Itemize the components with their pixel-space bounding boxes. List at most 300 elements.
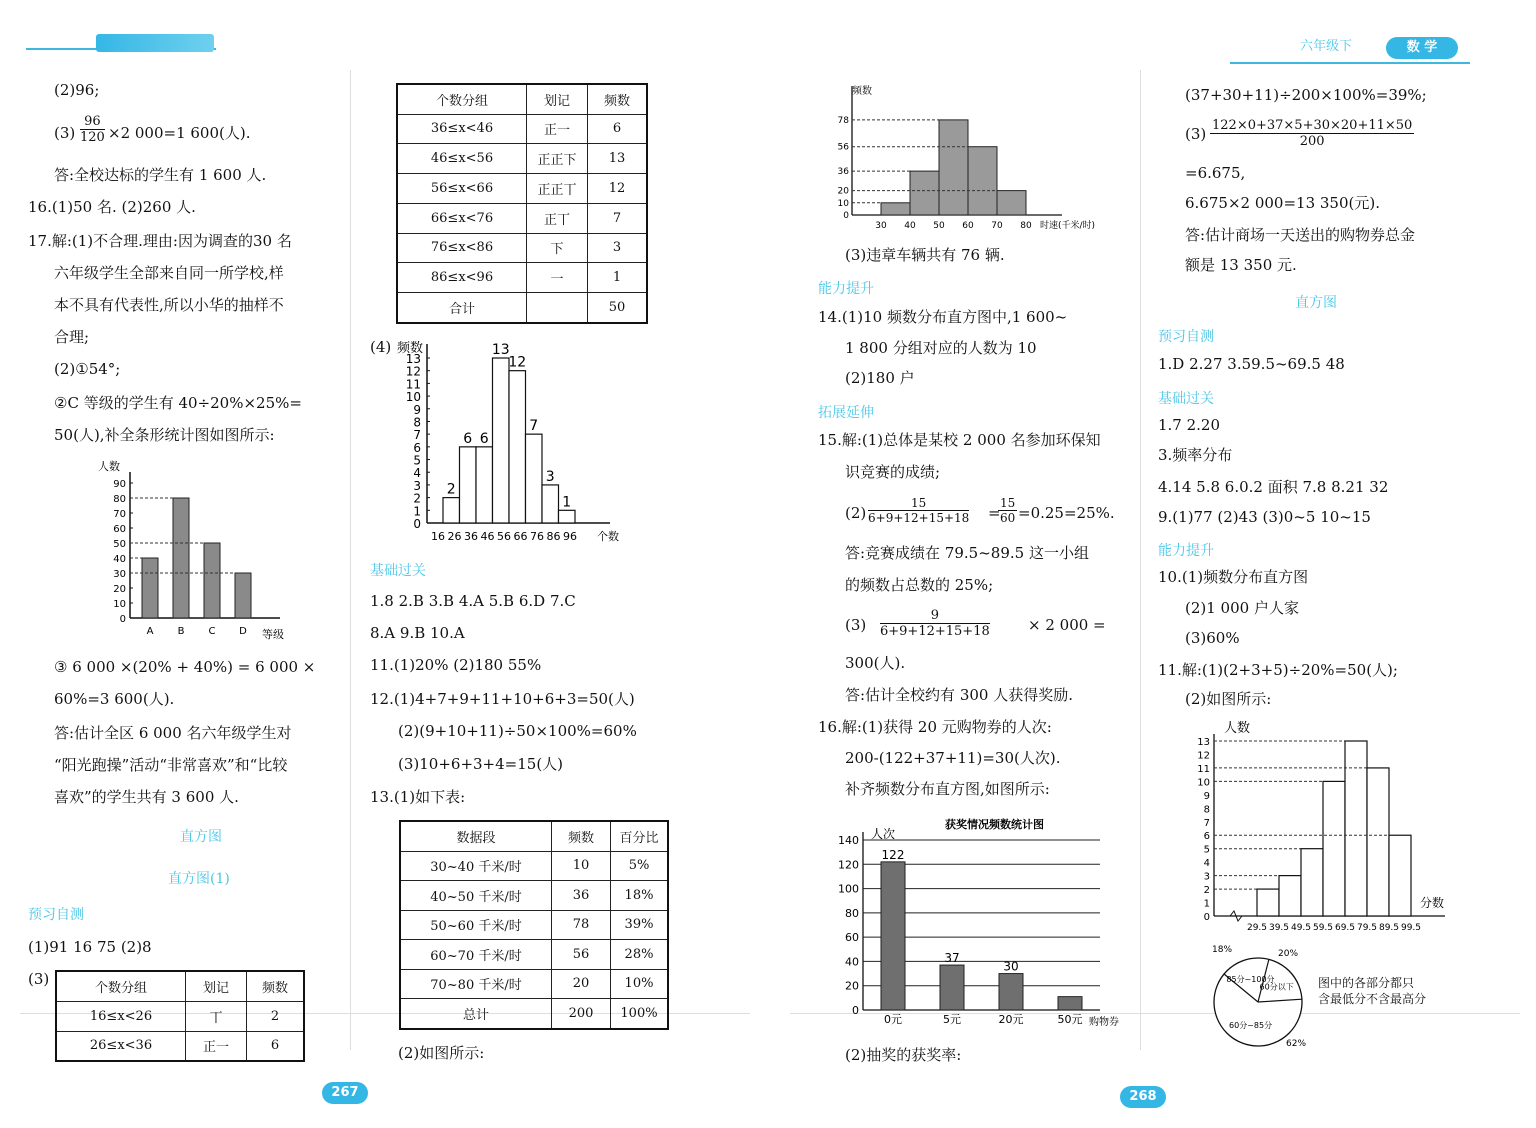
- c1-line: ③ 6 000 ×(20% + 40%) = 6 000 ×: [54, 658, 316, 676]
- y-tick-label: 7: [413, 428, 421, 443]
- c4-line: (2)如图所示:: [1185, 690, 1272, 708]
- x-tick-label: 50元: [1057, 1013, 1083, 1026]
- bar: [1323, 781, 1345, 916]
- c4-line: (3)60%: [1185, 629, 1240, 647]
- y-axis-label: 人次: [871, 827, 896, 841]
- c2-line: (2)(9+10+11)÷50×100%=60%: [398, 722, 637, 740]
- c2-line: 1.8 2.B 3.B 4.A 5.B 6.D 7.C: [370, 592, 576, 610]
- column-divider-2: [1140, 70, 1141, 1050]
- x-tick-label: 20元: [998, 1013, 1024, 1026]
- y-tick-label: 4: [1203, 858, 1210, 870]
- table-header: 频数: [552, 821, 611, 851]
- y-tick-label: 1: [1203, 898, 1210, 910]
- x-tick-label: 39.5: [1268, 923, 1290, 933]
- y-tick-label: 60: [845, 931, 859, 945]
- section-heading: 预习自测: [1158, 329, 1214, 345]
- x-axis-label: 时速(千米/时): [1040, 221, 1096, 231]
- table-cell: 60~70 千米/时: [400, 940, 552, 970]
- x-tick-label: 76: [530, 530, 544, 543]
- bar: [1367, 768, 1389, 916]
- y-tick-label: 2: [413, 491, 421, 506]
- y-tick-label: 4: [413, 466, 421, 481]
- y-tick-label: 78: [837, 115, 849, 126]
- bar: [235, 573, 251, 618]
- denominator: 200: [1299, 134, 1325, 149]
- c3-fraction: [880, 608, 990, 639]
- numerator: 96: [80, 114, 105, 130]
- x-tick-label: 46: [480, 530, 495, 543]
- x-tick-label: 56: [497, 530, 511, 543]
- pie-note: 含最低分不含最高分: [1318, 992, 1427, 1006]
- c4-line: (37+30+11)÷200×100%=39%;: [1185, 86, 1427, 104]
- bar: [509, 371, 526, 523]
- x-tick-label: 80: [1020, 221, 1032, 231]
- x-tick-label: 36: [464, 530, 478, 543]
- x-tick-label: D: [239, 626, 247, 637]
- table-cell: 7: [588, 203, 648, 233]
- y-tick-label: 0: [119, 614, 126, 625]
- x-tick-label: 49.5: [1290, 923, 1312, 933]
- column-divider-1: [350, 70, 351, 1050]
- section-heading: 能力提升: [1158, 543, 1214, 559]
- denominator: 60: [1000, 511, 1016, 525]
- x-tick-label: 70: [991, 221, 1003, 231]
- c3-line: 补齐频数分布直方图,如图所示:: [845, 780, 1050, 798]
- y-tick-label: 5: [1203, 844, 1210, 856]
- y-tick-label: 5: [413, 453, 421, 468]
- c1-line: 16.(1)50 名. (2)260 人.: [28, 198, 196, 216]
- table-cell: 10: [552, 851, 611, 881]
- c4-line: 答:估计商场一天送出的购物券总金: [1185, 226, 1416, 244]
- c3-line: 14.(1)10 频数分布直方图中,1 600~: [818, 308, 1068, 326]
- y-tick-label: 2: [1203, 885, 1210, 897]
- x-tick-label: 86: [546, 530, 561, 543]
- pie-chart-scores: [1200, 942, 1320, 1052]
- y-tick-label: 60: [113, 524, 126, 535]
- bar: [443, 498, 460, 523]
- pie-slice-text: 60分以下: [1259, 982, 1294, 992]
- bar: [142, 558, 158, 618]
- c1-line: 17.解:(1)不合理.理由:因为调查的30 名: [28, 232, 292, 250]
- c1-line: 答:全校达标的学生有 1 600 人.: [54, 166, 267, 184]
- bar: [173, 498, 189, 618]
- bar: [559, 510, 576, 523]
- x-tick-label: 0元: [884, 1013, 902, 1026]
- table-cell: 合计: [397, 293, 527, 324]
- y-tick-label: 120: [838, 858, 859, 872]
- histogram-speed: [830, 78, 1130, 238]
- c2-line: 11.(1)20% (2)180 55%: [370, 656, 542, 674]
- table-cell: 正正下: [527, 144, 588, 174]
- header-grade: 六年级下: [1300, 39, 1353, 54]
- x-axis-label: 分数: [1420, 896, 1445, 910]
- c3-line: (3)违章车辆共有 76 辆.: [845, 246, 1005, 264]
- c4-line: 10.(1)频数分布直方图: [1158, 568, 1309, 586]
- c4-fraction: [1210, 118, 1414, 149]
- c1-line: 六年级学生全部来自同一所学校,样: [54, 264, 284, 282]
- c1-line: 50(人),补全条形统计图如图所示:: [54, 426, 275, 444]
- data-label: 7: [529, 418, 539, 435]
- pie-note: 图中的各部分都只: [1318, 976, 1415, 990]
- y-tick-label: 40: [113, 554, 126, 565]
- x-tick-label: A: [146, 626, 154, 637]
- x-tick-label: 99.5: [1400, 923, 1422, 933]
- y-tick-label: 36: [837, 167, 849, 178]
- x-tick-label: 26: [447, 530, 462, 543]
- section-title: 直方图: [180, 829, 222, 845]
- table-cell: 78: [552, 910, 611, 940]
- bar-chart-grades: [90, 452, 300, 644]
- data-label: 2: [446, 481, 456, 498]
- y-tick-label: 90: [113, 479, 126, 490]
- y-tick-label: 11: [1197, 763, 1210, 775]
- bar: [940, 965, 964, 1010]
- y-tick-label: 7: [1203, 817, 1210, 829]
- table-cell: [527, 293, 588, 324]
- table-cell: 一: [527, 263, 588, 293]
- bar: [1301, 849, 1323, 916]
- table-cell: 56: [552, 940, 611, 970]
- c1-line: ②C 等级的学生有 40÷20%×25%=: [54, 394, 302, 412]
- y-tick-label: 40: [845, 955, 859, 969]
- c1-line: 喜欢”的学生共有 3 600 人.: [54, 788, 239, 806]
- y-tick-label: 0: [413, 517, 421, 531]
- numerator: 122×0+37×5+30×20+11×50: [1212, 118, 1413, 133]
- y-tick-label: 80: [113, 494, 126, 505]
- pie-percent-label: 62%: [1286, 1039, 1307, 1049]
- c4-line: =6.675,: [1185, 164, 1246, 182]
- c4-line: (3): [1185, 125, 1207, 143]
- y-tick-label: 9: [1203, 790, 1210, 802]
- c3-line: 200-(122+37+11)=30(人次).: [845, 749, 1061, 767]
- c2-line: 12.(1)4+7+9+11+10+6+3=50(人): [370, 690, 635, 708]
- header-subject-badge: 数 学: [1386, 37, 1458, 59]
- table-cell: 正一: [527, 114, 588, 144]
- y-tick-label: 3: [1203, 871, 1210, 883]
- c3-fraction: [868, 496, 969, 525]
- c4-line: (2)1 000 户人家: [1185, 599, 1299, 617]
- x-tick-label: C: [208, 626, 216, 637]
- table-cell: 76≤x<86: [397, 233, 527, 263]
- y-tick-label: 30: [113, 569, 126, 580]
- x-tick-label: 30: [875, 221, 887, 231]
- table-cell: 5%: [611, 851, 669, 881]
- bar: [881, 203, 910, 215]
- c4-line: 9.(1)77 (2)43 (3)0~5 10~15: [1158, 508, 1371, 526]
- y-tick-label: 11: [405, 377, 421, 392]
- histogram-counts: [385, 336, 635, 546]
- table-cell: 10%: [611, 969, 669, 999]
- table-count-groups: [396, 83, 648, 324]
- table-cell: 6: [247, 1031, 305, 1061]
- c3-line: × 2 000 =: [1028, 616, 1106, 634]
- table-cell: 86≤x<96: [397, 263, 527, 293]
- table-cell: 30~40 千米/时: [400, 851, 552, 881]
- table-cell: 18%: [611, 881, 669, 911]
- y-tick-label: 3: [413, 478, 421, 493]
- data-label: 13: [491, 342, 510, 358]
- table-cell: 2: [247, 1001, 305, 1031]
- x-tick-label: 5元: [943, 1013, 961, 1026]
- data-label: 3: [545, 468, 555, 485]
- y-tick-label: 10: [405, 390, 421, 405]
- table-header: 数据段: [400, 821, 552, 851]
- c3-fraction: [998, 496, 1017, 525]
- c3-line: =0.25=25%.: [1018, 504, 1115, 522]
- c4-line: 4.14 5.8 6.0.2 面积 7.8 8.21 32: [1158, 478, 1389, 496]
- table-cell: 6: [588, 114, 648, 144]
- table-header: 划记: [527, 84, 588, 114]
- c4-line: 11.解:(1)(2+3+5)÷20%=50(人);: [1158, 661, 1398, 679]
- table-cell: 丅: [186, 1001, 247, 1031]
- table-cell: 70~80 千米/时: [400, 969, 552, 999]
- c2-line: (3)10+6+3+4=15(人): [398, 755, 564, 773]
- y-tick-label: 10: [1197, 777, 1210, 789]
- y-tick-label: 13: [405, 352, 421, 366]
- table-cell: 正丅: [527, 203, 588, 233]
- table-cell: 下: [527, 233, 588, 263]
- histogram-scores: [1180, 716, 1455, 938]
- data-label: 6: [463, 430, 473, 447]
- x-tick-label: 59.5: [1312, 923, 1334, 933]
- section-heading: 基础过关: [1158, 391, 1214, 407]
- bar: [999, 974, 1023, 1010]
- table-cell: 50: [588, 293, 648, 324]
- c1-line: 合理;: [54, 328, 90, 346]
- section-title: 直方图(1): [168, 871, 230, 887]
- c4-line: 3.频率分布: [1158, 446, 1233, 464]
- c1-line: 60%=3 600(人).: [54, 690, 175, 708]
- x-tick-label: 29.5: [1246, 923, 1268, 933]
- y-tick-label: 56: [837, 142, 849, 153]
- bar: [881, 862, 905, 1010]
- pie-percent-label: 18%: [1212, 945, 1233, 955]
- denominator: 120: [80, 130, 105, 145]
- x-tick-label: 16: [431, 530, 445, 543]
- c2-line: (4): [370, 338, 392, 356]
- y-tick-label: 8: [413, 415, 421, 430]
- c3-line: 答:估计全校约有 300 人获得奖励.: [845, 686, 1073, 704]
- bar: [939, 120, 968, 215]
- table-cell: 66≤x<76: [397, 203, 527, 233]
- c4-line: 1.D 2.27 3.59.5~69.5 48: [1158, 355, 1345, 373]
- c3-line: (2): [845, 504, 867, 522]
- table-cell: 36: [552, 881, 611, 911]
- c2-line: 13.(1)如下表:: [370, 788, 466, 806]
- bar: [1058, 997, 1082, 1010]
- c1-line: “阳光跑操”活动“非常喜欢”和“比较: [54, 756, 288, 774]
- table-cell: 100%: [611, 999, 669, 1029]
- denominator: 6+9+12+15+18: [880, 624, 990, 639]
- c3-line: 16.解:(1)获得 20 元购物券的人次:: [818, 718, 1052, 736]
- data-label: 37: [944, 951, 960, 966]
- c2-line: (2)如图所示:: [398, 1044, 485, 1062]
- c1-line: (2)①54°;: [54, 360, 121, 378]
- data-label: 122: [881, 847, 905, 862]
- x-tick-label: 40: [904, 221, 916, 231]
- c1-line: (3): [28, 970, 50, 988]
- y-tick-label: 10: [113, 599, 126, 610]
- c3-line: 15.解:(1)总体是某校 2 000 名参加环保知: [818, 431, 1101, 449]
- table-cell: 13: [588, 144, 648, 174]
- bar: [542, 485, 559, 523]
- c3-line: 识竞赛的成绩;: [845, 463, 941, 481]
- numerator: 15: [1000, 496, 1016, 510]
- section-heading: 拓展延伸: [818, 405, 874, 421]
- header-rule-right: [1230, 62, 1470, 64]
- bar: [1389, 835, 1411, 916]
- c1-line: (1)91 16 75 (2)8: [28, 938, 152, 956]
- x-tick-label: 69.5: [1334, 923, 1356, 933]
- x-tick-label: 60: [962, 221, 974, 231]
- bar: [1279, 876, 1301, 916]
- c1-line: 本不具有代表性,所以小华的抽样不: [54, 296, 284, 314]
- table-cell: 12: [588, 174, 648, 204]
- c3-line: (3): [845, 616, 867, 634]
- bar: [204, 543, 220, 618]
- y-tick-label: 100: [838, 882, 859, 896]
- x-axis-label: 购物券: [1089, 1017, 1119, 1028]
- y-axis-label: 人数: [1224, 721, 1251, 736]
- table-cell: 16≤x<26: [56, 1001, 186, 1031]
- table-speed-distribution: [399, 820, 669, 1030]
- table-header: 个数分组: [56, 971, 186, 1001]
- table-cell: 20: [552, 969, 611, 999]
- bar: [910, 171, 939, 215]
- y-tick-label: 8: [1203, 804, 1210, 816]
- page-number-right: 268: [1120, 1086, 1166, 1108]
- table-cell: 56≤x<66: [397, 174, 527, 204]
- y-tick-label: 0: [852, 1004, 859, 1017]
- section-heading: 预习自测: [28, 907, 84, 923]
- y-tick-label: 0: [843, 211, 849, 221]
- c3-line: 的频数占总数的 25%;: [845, 576, 994, 594]
- table-cell: 50~60 千米/时: [400, 910, 552, 940]
- table-cell: 3: [588, 233, 648, 263]
- c3-line: 300(人).: [845, 654, 906, 672]
- y-tick-label: 6: [413, 440, 421, 455]
- x-tick-label: 79.5: [1356, 923, 1378, 933]
- c4-line: 6.675×2 000=13 350(元).: [1185, 194, 1380, 212]
- data-label: 6: [479, 430, 489, 447]
- y-tick-label: 12: [405, 364, 421, 379]
- pie-percent-label: 20%: [1278, 949, 1299, 959]
- y-tick-label: 1: [413, 504, 421, 519]
- c2-line: 8.A 9.B 10.A: [370, 624, 465, 642]
- table-cell: 200: [552, 999, 611, 1029]
- table-cell: 40~50 千米/时: [400, 881, 552, 911]
- y-tick-label: 0: [1203, 912, 1210, 923]
- bar: [968, 147, 997, 215]
- bar-chart-prizes: [835, 812, 1135, 1032]
- c1-line: ×2 000=1 600(人).: [108, 124, 251, 142]
- y-axis-label: 人数: [98, 460, 120, 473]
- data-label: 12: [508, 354, 527, 371]
- c3-line: =: [988, 504, 1001, 522]
- c4-line: 1.7 2.20: [1158, 416, 1221, 434]
- table-cell: 总计: [400, 999, 552, 1029]
- c1-fraction: [80, 114, 105, 145]
- section-title: 直方图: [1295, 295, 1337, 311]
- table-header: 百分比: [611, 821, 669, 851]
- c3-line: 答:竞赛成绩在 79.5~89.5 这一小组: [845, 544, 1089, 562]
- x-axis-label: 个数: [597, 530, 619, 543]
- table-cell: 36≤x<46: [397, 114, 527, 144]
- x-tick-label: B: [177, 626, 185, 637]
- y-tick-label: 20: [837, 186, 849, 197]
- table-cell: 正一: [186, 1031, 247, 1061]
- y-tick-label: 9: [413, 402, 421, 417]
- y-tick-label: 80: [845, 906, 859, 920]
- c4-line: 额是 13 350 元.: [1185, 256, 1297, 274]
- y-axis-label: 频数: [397, 341, 424, 356]
- x-tick-label: 66: [513, 530, 528, 543]
- pie-slice-text: 85分~100分: [1226, 974, 1275, 984]
- bar: [526, 434, 543, 523]
- c3-line: (2)180 户: [845, 369, 915, 387]
- table-cell: 正正丅: [527, 174, 588, 204]
- c1-line: 答:估计全区 6 000 名六年级学生对: [54, 724, 292, 742]
- table-header: 频数: [588, 84, 648, 114]
- bar: [1345, 741, 1367, 916]
- table-cell: 26≤x<36: [56, 1031, 186, 1061]
- c1-line: (3): [54, 124, 76, 142]
- bar: [1257, 889, 1279, 916]
- numerator: 9: [880, 608, 990, 624]
- table-cell: 46≤x<56: [397, 144, 527, 174]
- page-number-left: 267: [322, 1082, 368, 1104]
- y-tick-label: 13: [1197, 737, 1210, 748]
- bar: [997, 191, 1026, 215]
- x-tick-label: 96: [563, 530, 577, 543]
- y-tick-label: 140: [838, 834, 859, 847]
- y-tick-label: 12: [1197, 750, 1210, 762]
- section-heading: 基础过关: [370, 563, 426, 579]
- bar: [493, 358, 510, 523]
- x-tick-label: 50: [933, 221, 945, 231]
- section-heading: 能力提升: [818, 281, 874, 297]
- y-tick-label: 10: [837, 198, 849, 209]
- table-count-groups-small: [55, 970, 305, 1062]
- table-cell: 28%: [611, 940, 669, 970]
- chart-title: 获奖情况频数统计图: [945, 818, 1044, 831]
- brand-logo: [96, 34, 214, 52]
- bar: [476, 447, 493, 523]
- y-tick-label: 6: [1203, 831, 1210, 843]
- table-header: 划记: [186, 971, 247, 1001]
- x-tick-label: 89.5: [1378, 923, 1400, 933]
- c1-line: (2)96;: [54, 81, 100, 99]
- y-tick-label: 50: [113, 539, 126, 550]
- y-tick-label: 20: [113, 584, 126, 595]
- c3-line: 1 800 分组对应的人数为 10: [845, 339, 1037, 357]
- denominator: 6+9+12+15+18: [868, 511, 970, 525]
- pie-slice-text: 60分~85分: [1229, 1021, 1273, 1031]
- data-label: 30: [1003, 959, 1019, 974]
- c3-line: (2)抽奖的获奖率:: [845, 1046, 962, 1064]
- numerator: 15: [868, 496, 969, 511]
- table-cell: 1: [588, 263, 648, 293]
- y-tick-label: 20: [845, 979, 859, 993]
- data-label: 1: [562, 494, 572, 511]
- table-header: 个数分组: [397, 84, 527, 114]
- x-axis-label: 等级: [262, 628, 284, 641]
- table-cell: 39%: [611, 910, 669, 940]
- table-header: 频数: [247, 971, 305, 1001]
- bar: [460, 447, 477, 523]
- y-tick-label: 70: [113, 509, 126, 520]
- y-axis-label: 频数: [852, 86, 872, 97]
